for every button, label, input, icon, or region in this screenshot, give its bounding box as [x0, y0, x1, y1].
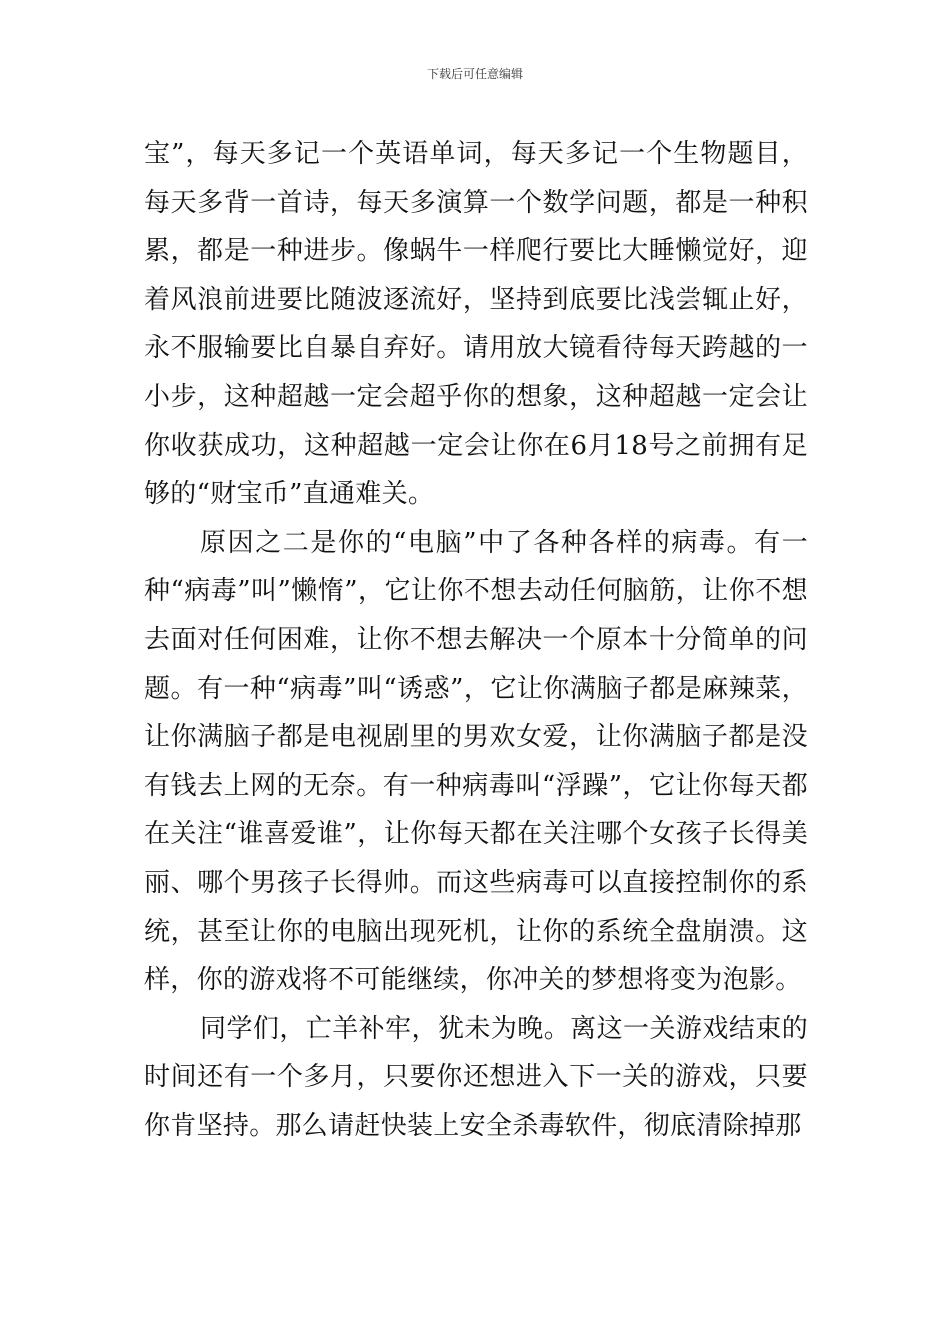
page-header-note: 下载后可任意编辑 [426, 67, 523, 81]
document-body [144, 130, 808, 1150]
paragraph-reason-two: 原因之二是你的“电脑”中了各种各样的病毒。有一种“病毒”叫”懒惰”，它让你不想去动任何脑筋，让你不想去面对任何困难，让你不想去解决一个原本十分简单的问题。有一种“病毒”叫“诱惑”，它让你满脑子都是麻辣菜，让你满脑子都是电视剧里的男欢女爱，让你满脑子都是没有钱去上网的无奈。有一种病毒叫“浮躁”，它让你每天都在关注“谁喜爱谁”，让你每天都在关注哪个女孩子长得美丽、哪个男孩子长得帅。而这些病毒可以直接控制你的系统，甚至让你的电脑出现死机，让你的系统全盘崩溃。这样，你的游戏将不可能继续，你冲关的梦想将变为泡影。 [144, 527, 808, 996]
paragraph-call-to-action: 同学们，亡羊补牢，犹未为晚。离这一关游戏结束的时间还有一个多月，只要你还想进入下一关的游戏，只要你肯坚持。那么请赶快装上安全杀毒软件，彻底清除掉那 [144, 1013, 808, 1141]
paragraph-continuation: 宝”，每天多记一个英语单词，每天多记一个生物题目，每天多背一首诗，每天多演算一个数学问题，都是一种积累，都是一种进步。像蜗牛一样爬行要比大睡懒觉好，迎着风浪前进要比随波逐流好，坚持到底要比浅尝辄止好，永不服输要比自暴自弃好。请用放大镜看待每天跨越的一小步，这种超越一定会超乎你的想象，这种超越一定会让你收获成功，这种超越一定会让你在6月18号之前拥有足够的“财宝币”直通难关。 [144, 139, 808, 510]
